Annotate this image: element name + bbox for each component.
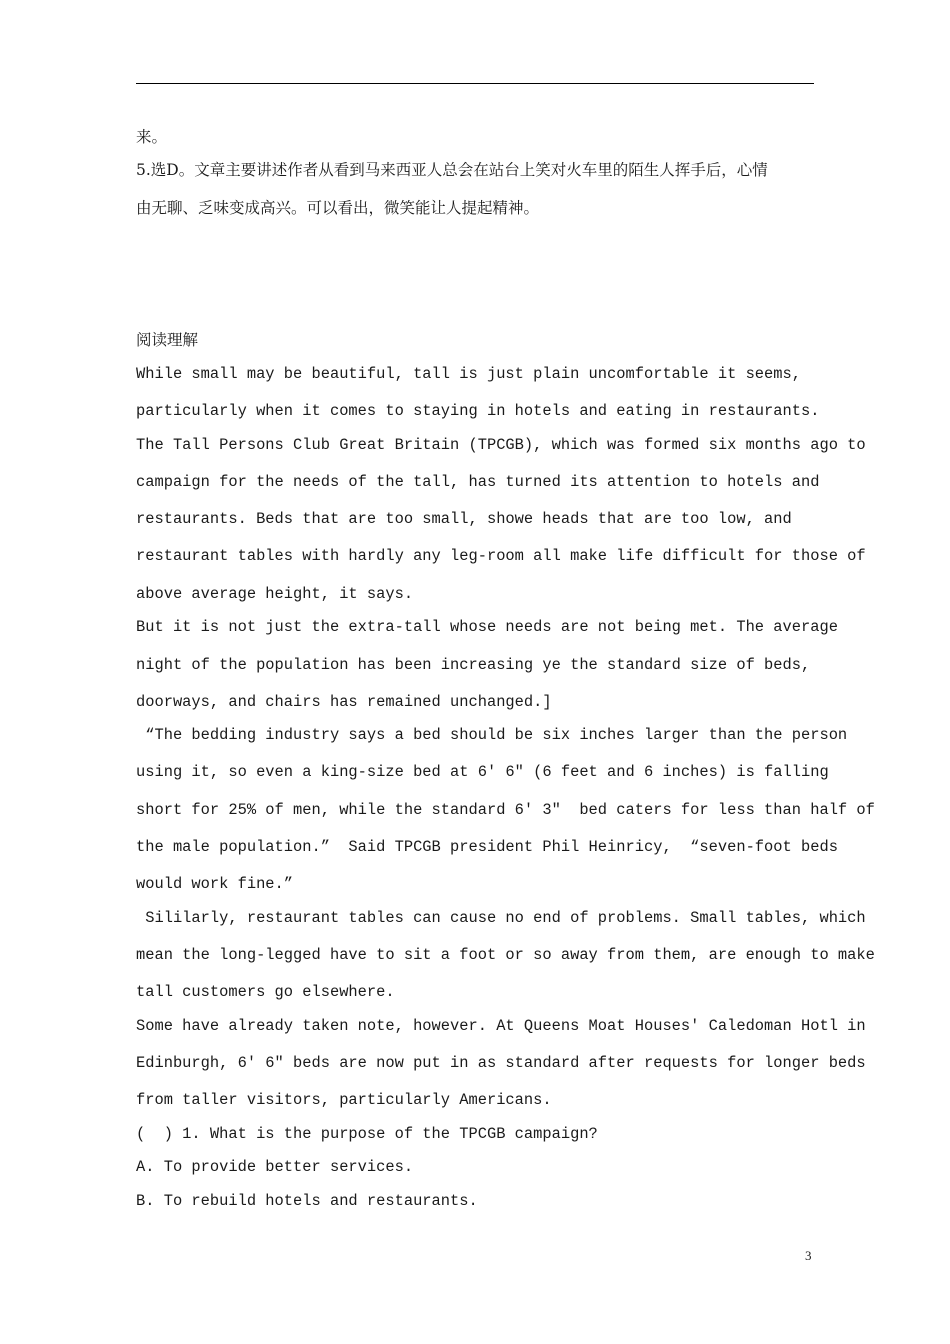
passage-line: mean the long-legged have to sit a foot or so away from them, are enough to make [136, 946, 875, 964]
passage-line: night of the population has been increasing ye the standard size of beds, [136, 656, 811, 674]
passage-line: particularly when it comes to staying in hotels and eating in restaurants. [136, 402, 820, 420]
passage-line: The Tall Persons Club Great Britain (TPCGB), which was formed six months ago to [136, 436, 866, 454]
passage-line: While small may be beautiful, tall is just plain uncomfortable it seems, [136, 365, 801, 383]
passage-line: campaign for the needs of the tall, has turned its attention to hotels and [136, 473, 820, 491]
passage-line: Some have already taken note, however. At Queens Moat Houses′ Caledoman Hotl in [136, 1017, 866, 1035]
passage-line: the male population.” Said TPCGB president Phil Heinricy, “seven-foot beds [136, 838, 838, 856]
passage-line: from taller visitors, particularly Americans. [136, 1091, 552, 1109]
passage-line: tall customers go elsewhere. [136, 983, 395, 1001]
question-option-a: A. To provide better services. [136, 1158, 414, 1176]
section-title: 阅读理解 [136, 331, 199, 349]
answer-line: 来。 [136, 128, 168, 146]
passage-line: short for 25% of men, while the standard 6′ 3″ bed caters for less than half of [136, 801, 875, 819]
passage-line: restaurants. Beds that are too small, showe heads that are too low, and [136, 510, 792, 528]
passage-line: would work fine.” [136, 875, 294, 893]
question-option-b: B. To rebuild hotels and restaurants. [136, 1192, 478, 1210]
passage-line: Sililarly, restaurant tables can cause no end of problems. Small tables, which [136, 909, 866, 927]
passage-line: doorways, and chairs has remained unchanged.] [136, 693, 552, 711]
passage-line: Edinburgh, 6′ 6″ beds are now put in as standard after requests for longer beds [136, 1054, 866, 1072]
passage-line: But it is not just the extra-tall whose needs are not being met. The average [136, 618, 838, 636]
question-stem: ( ) 1. What is the purpose of the TPCGB campaign? [136, 1125, 598, 1143]
answer-explanation-line: 5.选D。文章主要讲述作者从看到马来西亚人总会在站台上笑对火车里的陌生人挥手后，心情 [136, 161, 768, 179]
page-number: 3 [805, 1248, 812, 1263]
passage-line: using it, so even a king-size bed at 6′ 6″ (6 feet and 6 inches) is falling [136, 763, 829, 781]
header-rule [136, 83, 814, 84]
answer-explanation-line: 由无聊、乏味变成高兴。可以看出，微笑能让人提起精神。 [136, 199, 540, 217]
passage-line: restaurant tables with hardly any leg-room all make life difficult for those of [136, 547, 866, 565]
passage-line: “The bedding industry says a bed should be six inches larger than the person [136, 726, 848, 744]
passage-line: above average height, it says. [136, 585, 414, 603]
